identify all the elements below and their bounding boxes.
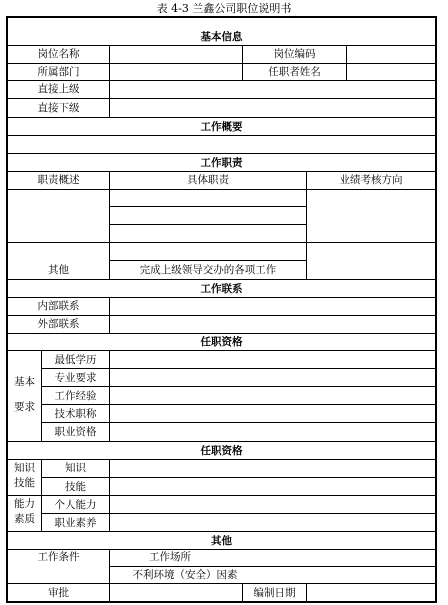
duty-other-label: 其他 <box>48 264 69 276</box>
min-education-label: 最低学历 <box>54 354 97 366</box>
duty-summary-header: 职责概述 <box>37 174 80 186</box>
position-name-label: 岗位名称 <box>37 48 80 60</box>
section-qualifications-2: 任职资格 <box>200 445 243 457</box>
work-conditions-label: 工作条件 <box>37 551 80 563</box>
basic-requirements-label-2: 要求 <box>14 401 35 413</box>
competence-label-1: 能力 <box>14 498 35 510</box>
work-experience-label: 工作经验 <box>54 390 97 402</box>
department-label: 所属部门 <box>37 66 80 78</box>
adverse-environment-label: 不利环境（安全）因素 <box>132 569 238 581</box>
position-code-label: 岗位编码 <box>273 48 316 60</box>
document-caption: 表 4-3 兰鑫公司职位说明书 <box>156 2 292 15</box>
major-requirement-label: 专业要求 <box>54 372 97 384</box>
workplace-label: 工作场所 <box>149 551 191 563</box>
basic-requirements-label-1: 基本 <box>14 376 35 388</box>
skills-label: 技能 <box>65 481 86 493</box>
knowledge-skills-label-1: 知识 <box>14 462 35 474</box>
holder-name-label: 任职者姓名 <box>268 66 321 78</box>
professional-quality-label: 职业素养 <box>54 517 97 529</box>
approval-label: 审批 <box>48 587 69 599</box>
performance-direction-header: 业绩考核方向 <box>339 174 403 186</box>
section-work-duties: 工作职责 <box>200 157 243 169</box>
knowledge-label: 知识 <box>65 462 86 474</box>
compile-date-label: 编制日期 <box>253 587 296 599</box>
personal-ability-label: 个人能力 <box>54 499 97 511</box>
competence-label-2: 素质 <box>14 513 35 525</box>
technical-title-label: 技术职称 <box>54 408 97 420</box>
section-work-relations: 工作联系 <box>200 283 243 295</box>
section-basic-info: 基本信息 <box>200 31 243 43</box>
professional-qualification-label: 职业资格 <box>54 426 97 438</box>
direct-subordinate-label: 直接下级 <box>37 102 80 114</box>
duty-other-value: 完成上级领导交办的各项工作 <box>139 264 277 276</box>
direct-superior-label: 直接上级 <box>37 83 80 95</box>
external-relations-label: 外部联系 <box>37 318 80 330</box>
specific-duties-header: 具体职责 <box>187 174 229 186</box>
knowledge-skills-label-2: 技能 <box>14 477 35 489</box>
section-other: 其他 <box>211 535 232 547</box>
job-description-table <box>6 16 437 603</box>
section-qualifications: 任职资格 <box>200 336 243 348</box>
section-work-overview: 工作概要 <box>200 121 243 133</box>
internal-relations-label: 内部联系 <box>37 300 80 312</box>
